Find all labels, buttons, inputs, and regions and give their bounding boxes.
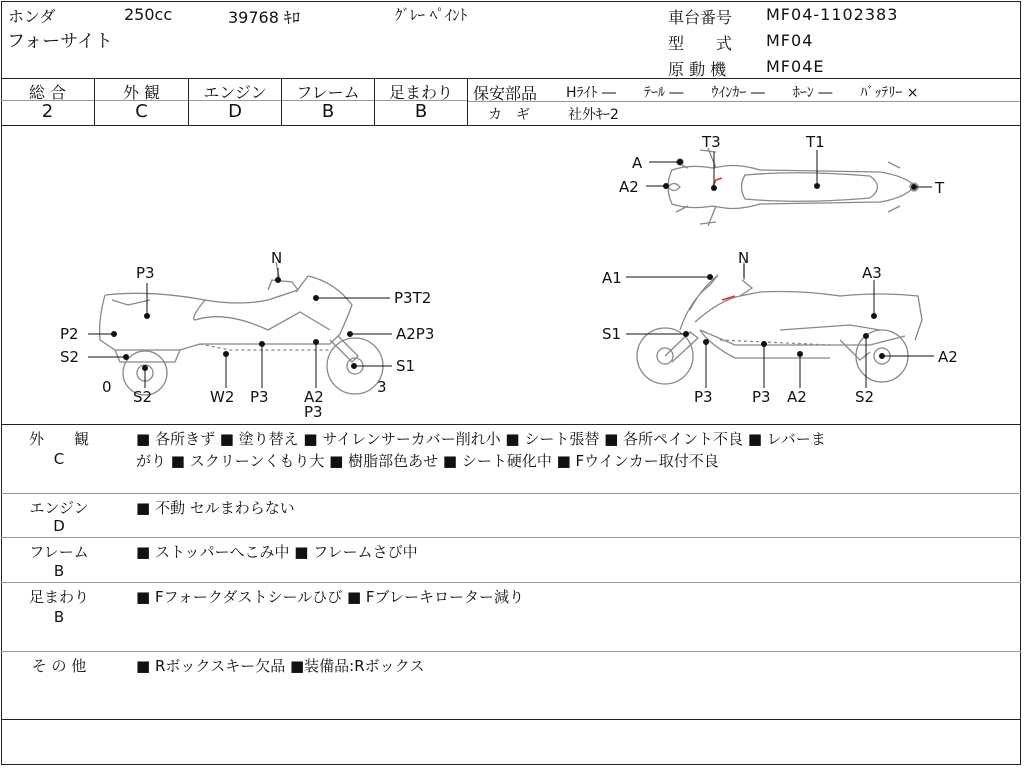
label-left-w2: W2	[210, 388, 235, 406]
model-name: フォーサイト	[7, 31, 113, 52]
grade-exterior-label: 外 観	[122, 83, 161, 102]
safety-title: 保安部品	[473, 84, 538, 103]
label-left-p3-lower: P3	[304, 403, 323, 421]
remark-suspension-grade: B	[53, 608, 65, 626]
key-value: 社外ｷｰ2	[568, 107, 619, 123]
divider	[1, 78, 1021, 79]
remark-frame-label: フレーム	[29, 543, 89, 561]
grade-engine-label: エンジン	[203, 83, 267, 102]
divider	[1, 582, 1021, 583]
remark-frame-grade: B	[53, 562, 65, 580]
label-left-p3t2: P3T2	[394, 289, 432, 307]
label-top-t: T	[935, 179, 945, 197]
label-left-s2-bottom: S2	[133, 388, 153, 406]
remark-other-label: そ の 他	[31, 657, 87, 675]
grade-total-label: 総 合	[28, 83, 67, 102]
remark-suspension-label: 足まわり	[28, 588, 89, 606]
label-left-a2p3: A2P3	[396, 325, 435, 343]
mileage: 39768 ｷﾛ	[228, 8, 300, 27]
grade-engine-value: D	[228, 101, 242, 122]
engine-label: 原 動 機	[668, 60, 727, 79]
label-left-zero: 0	[102, 378, 112, 396]
label-left-s2: S2	[60, 348, 80, 366]
engine-value: MF04E	[766, 57, 825, 76]
remark-engine-label: エンジン	[29, 499, 89, 517]
grade-suspension-label: 足まわり	[388, 83, 453, 102]
label-right-s1: S1	[602, 325, 622, 343]
chassis-value: MF04-1102383	[766, 5, 899, 24]
remark-exterior-label: 外 観	[28, 430, 89, 448]
label-right-a1: A1	[602, 269, 622, 287]
label-left-three: 3	[377, 378, 387, 396]
label-top-t1: T1	[806, 133, 825, 151]
remark-exterior-grade: C	[53, 450, 65, 468]
safety-items: Hﾗｲﾄ ― ﾃｰﾙ ― ｳｲﾝｶｰ ― ﾎｰﾝ ― ﾊﾞｯﾃﾘｰ ×	[566, 85, 919, 101]
remark-engine-grade: D	[53, 517, 65, 535]
label-left-n: N	[271, 249, 283, 267]
label-top-a2: A2	[619, 178, 639, 196]
maker: ホンダ	[8, 7, 56, 26]
grade-total-value: 2	[41, 101, 54, 122]
type-value: MF04	[766, 31, 814, 50]
divider	[1, 651, 1021, 652]
divider	[1, 719, 1021, 720]
color: ｸﾞﾚｰ ﾍﾟｲﾝﾄ	[395, 6, 468, 24]
divider	[1, 537, 1021, 538]
label-right-n: N	[738, 249, 750, 267]
scooter-top-view	[668, 148, 918, 226]
grade-frame-label: フレーム	[296, 83, 360, 102]
label-right-a2: A2	[938, 348, 958, 366]
damage-diagram	[0, 126, 1022, 424]
remark-frame-line1: ■ ストッパーへこみ中 ■ フレームさび中	[136, 543, 418, 561]
label-left-a2: A2	[304, 388, 324, 406]
divider	[467, 78, 468, 125]
label-left-p2: P2	[60, 325, 79, 343]
remark-exterior-line2: がり ■ スクリーンくもり大 ■ 樹脂部色あせ ■ シート硬化中 ■ Fウインカー取付不良	[136, 452, 719, 470]
chassis-label: 車台番号	[668, 8, 733, 27]
displacement: 250cc	[124, 5, 173, 24]
label-right-a3: A3	[862, 264, 882, 282]
key-label: カ ギ	[488, 107, 530, 123]
grade-frame-value: B	[321, 101, 335, 122]
grade-exterior-value: C	[135, 101, 148, 122]
remark-exterior-line1: ■ 各所きず ■ 塗り替え ■ サイレンサーカバー削れ小 ■ シート張替 ■ 各所ペイント不良 ■ レバーま	[136, 430, 826, 448]
label-left-s1: S1	[396, 357, 416, 375]
label-left-p3-bottom: P3	[250, 388, 269, 406]
type-label: 型 式	[668, 34, 733, 53]
label-right-p3-b: P3	[752, 388, 771, 406]
label-right-a2-bottom: A2	[787, 388, 807, 406]
remark-engine-line1: ■ 不動 セルまわらない	[136, 499, 295, 517]
label-right-s2: S2	[855, 388, 875, 406]
label-top-t3: T3	[702, 133, 721, 151]
label-right-p3: P3	[694, 388, 713, 406]
divider	[1, 493, 1021, 494]
remark-suspension-line1: ■ Fフォークダストシールひび ■ Fブレーキローター減り	[136, 588, 524, 606]
label-left-p3: P3	[136, 264, 155, 282]
label-top-a: A	[632, 154, 643, 172]
remark-other-line1: ■ Rボックスキー欠品 ■装備品:Rボックス	[136, 657, 425, 675]
divider	[1, 424, 1021, 425]
grade-suspension-value: B	[414, 101, 428, 122]
